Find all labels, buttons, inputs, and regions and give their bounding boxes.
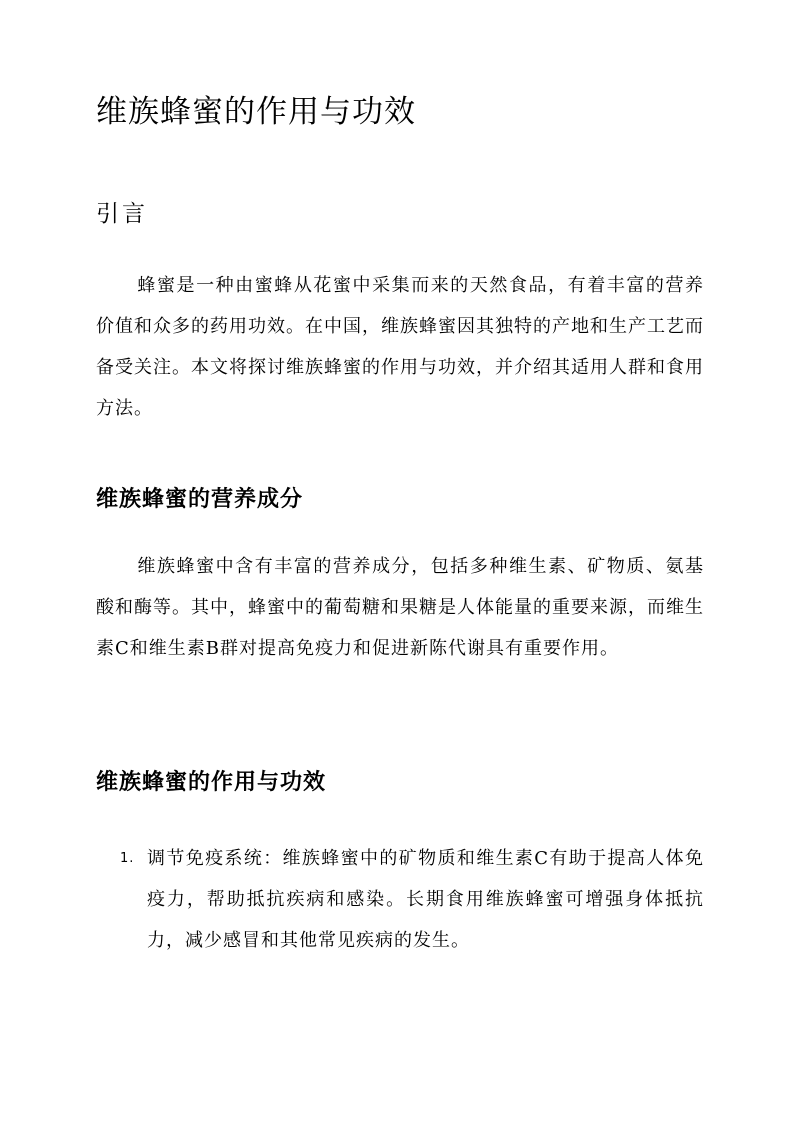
nutrition-heading: 维族蜂蜜的营养成分 <box>96 486 304 512</box>
intro-heading: 引言 <box>96 201 148 227</box>
page-title: 维族蜂蜜的作用与功效 <box>96 94 416 130</box>
effects-heading: 维族蜂蜜的作用与功效 <box>96 769 327 795</box>
list-item-text: 调节免疫系统：维族蜂蜜中的矿物质和维生素C有助于提高人体免疫力，帮助抵抗疾病和感染。长期食用维族蜂蜜可增强身体抵抗力，减少感冒和其他常见疾病的发生。 <box>147 848 704 951</box>
list-item-number: 1. <box>120 851 135 866</box>
effects-list <box>96 838 704 961</box>
list-item <box>96 838 704 961</box>
nutrition-paragraph: 维族蜂蜜中含有丰富的营养成分，包括多种维生素、矿物质、氨基酸和酶等。其中，蜂蜜中的葡萄糖和果糖是人体能量的重要来源，而维生素C和维生素B群对提高免疫力和促进新陈代谢具有重要作用。 <box>96 556 704 659</box>
intro-paragraph: 蜂蜜是一种由蜜蜂从花蜜中采集而来的天然食品，有着丰富的营养价值和众多的药用功效。在中国，维族蜂蜜因其独特的产地和生产工艺而备受关注。本文将探讨维族蜂蜜的作用与功效，并介绍其适用人群和食用方法。 <box>96 275 704 419</box>
